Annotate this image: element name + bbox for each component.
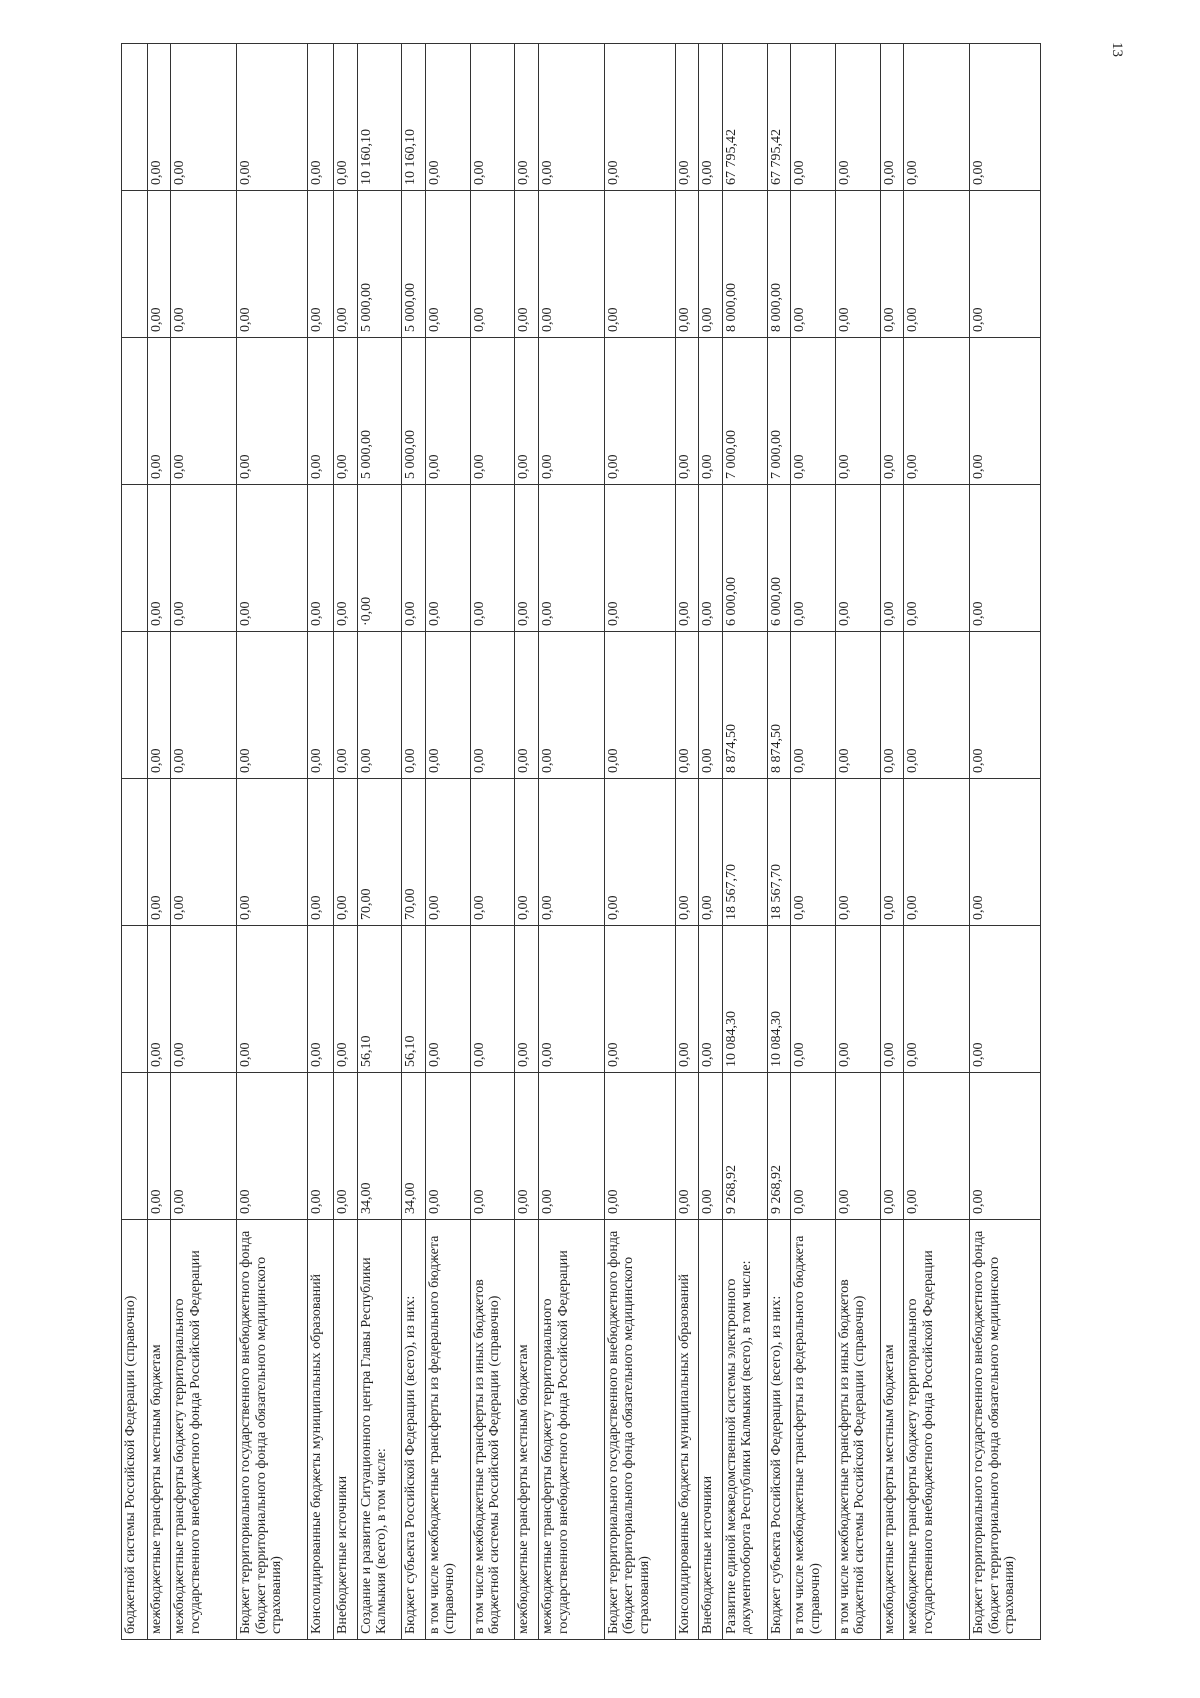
- value-cell: 0,00: [237, 1073, 308, 1220]
- value-cell: 0,00: [835, 926, 880, 1073]
- row-label: Бюджет субъекта Российской Федерации (всего), из них:: [402, 1220, 426, 1640]
- row-label: межбюджетные трансферты местным бюджетам: [515, 1220, 539, 1640]
- value-cell: 0,00: [334, 1073, 358, 1220]
- value-cell: 0,00: [237, 926, 308, 1073]
- table-row: [122, 44, 148, 1640]
- value-cell: 0,00: [171, 44, 237, 191]
- table-row: [357, 44, 402, 1640]
- table-row: [604, 44, 675, 1640]
- value-cell: [122, 191, 148, 338]
- value-cell: 0,00: [425, 632, 470, 779]
- value-cell: 0,00: [308, 1073, 334, 1220]
- value-cell: 0,00: [970, 44, 1041, 191]
- value-cell: 0,00: [604, 338, 675, 485]
- value-cell: 0,00: [539, 926, 605, 1073]
- value-cell: 70,00: [402, 779, 426, 926]
- value-cell: 0,00: [515, 44, 539, 191]
- value-cell: 0,00: [147, 1073, 171, 1220]
- value-cell: 0,00: [880, 485, 904, 632]
- value-cell: 5 000,00: [402, 338, 426, 485]
- value-cell: 0,00: [539, 44, 605, 191]
- value-cell: 0,00: [539, 485, 605, 632]
- value-cell: 0,00: [880, 191, 904, 338]
- value-cell: 0,00: [237, 779, 308, 926]
- row-label: Консолидированные бюджеты муниципальных образований: [675, 1220, 699, 1640]
- value-cell: 0,00: [904, 191, 970, 338]
- value-cell: 0,00: [147, 632, 171, 779]
- value-cell: 0,00: [791, 338, 836, 485]
- value-cell: 0,00: [334, 44, 358, 191]
- value-cell: 34,00: [357, 1073, 402, 1220]
- value-cell: 0,00: [604, 1073, 675, 1220]
- table-row: [308, 44, 334, 1640]
- value-cell: 0,00: [699, 44, 723, 191]
- value-cell: 0,00: [334, 191, 358, 338]
- value-cell: 0,00: [171, 338, 237, 485]
- value-cell: 0,00: [308, 338, 334, 485]
- value-cell: 0,00: [308, 44, 334, 191]
- row-label: межбюджетные трансферты местным бюджетам: [147, 1220, 171, 1640]
- table-row: [237, 44, 308, 1640]
- table-row: [470, 44, 515, 1640]
- value-cell: 0,00: [604, 632, 675, 779]
- row-label: межбюджетные трансферты бюджету территориального государственного внебюджетного фонда Российской Федерации: [539, 1220, 605, 1640]
- value-cell: 5 000,00: [357, 338, 402, 485]
- value-cell: 0,00: [904, 632, 970, 779]
- value-cell: 0,00: [402, 485, 426, 632]
- value-cell: 0,00: [515, 632, 539, 779]
- table-row: [767, 44, 791, 1640]
- value-cell: 0,00: [970, 779, 1041, 926]
- value-cell: 18 567,70: [722, 779, 767, 926]
- row-label: Развитие единой межведомственной системы электронного документооборота Республики Калмыкия (всего), в том числе:: [722, 1220, 767, 1640]
- value-cell: 6 000,00: [767, 485, 791, 632]
- value-cell: 0,00: [699, 779, 723, 926]
- value-cell: 0,00: [675, 926, 699, 1073]
- value-cell: 0,00: [515, 191, 539, 338]
- value-cell: 0,00: [171, 632, 237, 779]
- value-cell: 8 874,50: [722, 632, 767, 779]
- value-cell: [122, 1073, 148, 1220]
- value-cell: [122, 632, 148, 779]
- value-cell: 0,00: [308, 926, 334, 1073]
- value-cell: 0,00: [880, 44, 904, 191]
- value-cell: 0,00: [237, 338, 308, 485]
- value-cell: 0,00: [675, 779, 699, 926]
- value-cell: 0,00: [904, 44, 970, 191]
- row-label: Бюджет территориального государственного внебюджетного фонда (бюджет территориального фонда обязательного медицинского страхования): [604, 1220, 675, 1640]
- value-cell: 0,00: [835, 779, 880, 926]
- value-cell: 0,00: [675, 485, 699, 632]
- value-cell: 0,00: [308, 485, 334, 632]
- value-cell: 0,00: [880, 1073, 904, 1220]
- value-cell: [122, 338, 148, 485]
- row-label: в том числе межбюджетные трансферты из федерального бюджета (справочно): [791, 1220, 836, 1640]
- value-cell: 0,00: [699, 1073, 723, 1220]
- value-cell: 0,00: [699, 338, 723, 485]
- value-cell: 0,00: [880, 632, 904, 779]
- row-label: Бюджет территориального государственного внебюджетного фонда (бюджет территориального фонда обязательного медицинского страхования): [970, 1220, 1041, 1640]
- value-cell: 0,00: [791, 191, 836, 338]
- value-cell: 0,00: [539, 1073, 605, 1220]
- value-cell: 0,00: [171, 926, 237, 1073]
- value-cell: 0,00: [835, 338, 880, 485]
- value-cell: 0,00: [147, 191, 171, 338]
- value-cell: 0,00: [237, 191, 308, 338]
- value-cell: 0,00: [470, 779, 515, 926]
- value-cell: [122, 44, 148, 191]
- value-cell: 0,00: [470, 44, 515, 191]
- value-cell: 0,00: [880, 338, 904, 485]
- value-cell: 0,00: [835, 44, 880, 191]
- value-cell: 0,00: [171, 1073, 237, 1220]
- table-row: [147, 44, 171, 1640]
- table-row: [402, 44, 426, 1640]
- value-cell: 0,00: [334, 338, 358, 485]
- budget-table: [121, 43, 1041, 1640]
- value-cell: 0,00: [402, 632, 426, 779]
- value-cell: 0,00: [904, 485, 970, 632]
- table-row: [880, 44, 904, 1640]
- value-cell: 0,00: [604, 485, 675, 632]
- value-cell: 18 567,70: [767, 779, 791, 926]
- value-cell: 9 268,92: [767, 1073, 791, 1220]
- value-cell: [122, 926, 148, 1073]
- table-row: [835, 44, 880, 1640]
- value-cell: 0,00: [835, 485, 880, 632]
- value-cell: 70,00: [357, 779, 402, 926]
- value-cell: 0,00: [425, 485, 470, 632]
- value-cell: 0,00: [604, 779, 675, 926]
- value-cell: 0,00: [791, 926, 836, 1073]
- value-cell: 0,00: [970, 191, 1041, 338]
- value-cell: 0,00: [970, 926, 1041, 1073]
- value-cell: 10 084,30: [767, 926, 791, 1073]
- value-cell: 0,00: [699, 632, 723, 779]
- value-cell: 8 874,50: [767, 632, 791, 779]
- value-cell: 0,00: [904, 338, 970, 485]
- row-label: Внебюджетные источники: [699, 1220, 723, 1640]
- value-cell: 0,00: [470, 632, 515, 779]
- row-label: Создание и развитие Ситуационного центра Главы Республики Калмыкия (всего), в том числе:: [357, 1220, 402, 1640]
- row-label: в том числе межбюджетные трансферты из федерального бюджета (справочно): [425, 1220, 470, 1640]
- row-label: Консолидированные бюджеты муниципальных образований: [308, 1220, 334, 1640]
- value-cell: 0,00: [334, 779, 358, 926]
- value-cell: 10 160,10: [357, 44, 402, 191]
- value-cell: 10 160,10: [402, 44, 426, 191]
- value-cell: 0,00: [539, 191, 605, 338]
- value-cell: 0,00: [970, 485, 1041, 632]
- table-row: [539, 44, 605, 1640]
- value-cell: [122, 779, 148, 926]
- budget-sheet: [121, 44, 1041, 1640]
- table-row: [791, 44, 836, 1640]
- value-cell: 0,00: [791, 779, 836, 926]
- value-cell: 7 000,00: [767, 338, 791, 485]
- value-cell: 5 000,00: [402, 191, 426, 338]
- table-row: [699, 44, 723, 1640]
- value-cell: 0,00: [675, 1073, 699, 1220]
- value-cell: 0,00: [357, 632, 402, 779]
- value-cell: 0,00: [515, 485, 539, 632]
- value-cell: 0,00: [171, 485, 237, 632]
- value-cell: 0,00: [791, 44, 836, 191]
- table-row: [970, 44, 1041, 1640]
- value-cell: 0,00: [904, 1073, 970, 1220]
- value-cell: 0,00: [835, 191, 880, 338]
- value-cell: 0,00: [470, 191, 515, 338]
- value-cell: 0,00: [791, 1073, 836, 1220]
- row-label: в том числе межбюджетные трансферты из иных бюджетов бюджетной системы Российской Федерации (справочно): [835, 1220, 880, 1640]
- value-cell: 0,00: [147, 44, 171, 191]
- value-cell: 0,00: [237, 485, 308, 632]
- value-cell: 0,00: [675, 632, 699, 779]
- value-cell: 0,00: [835, 1073, 880, 1220]
- value-cell: 0,00: [425, 926, 470, 1073]
- value-cell: 0,00: [171, 779, 237, 926]
- page-number: 13: [1109, 42, 1125, 57]
- table-row: [722, 44, 767, 1640]
- value-cell: 0,00: [539, 779, 605, 926]
- value-cell: 0,00: [425, 338, 470, 485]
- value-cell: 0,00: [970, 632, 1041, 779]
- row-label: межбюджетные трансферты бюджету территориального государственного внебюджетного фонда Российской Федерации: [904, 1220, 970, 1640]
- value-cell: 0,00: [675, 44, 699, 191]
- row-label: Внебюджетные источники: [334, 1220, 358, 1640]
- value-cell: 0,00: [604, 44, 675, 191]
- value-cell: 56,10: [357, 926, 402, 1073]
- value-cell: 0,00: [515, 926, 539, 1073]
- value-cell: 0,00: [171, 191, 237, 338]
- value-cell: 0,00: [699, 926, 723, 1073]
- table-row: [171, 44, 237, 1640]
- value-cell: 0,00: [147, 485, 171, 632]
- value-cell: 6 000,00: [722, 485, 767, 632]
- value-cell: 0,00: [470, 485, 515, 632]
- value-cell: 9 268,92: [722, 1073, 767, 1220]
- value-cell: 0,00: [425, 191, 470, 338]
- value-cell: 0,00: [147, 926, 171, 1073]
- value-cell: ·0,00: [357, 485, 402, 632]
- value-cell: 0,00: [604, 926, 675, 1073]
- value-cell: 8 000,00: [722, 191, 767, 338]
- value-cell: 0,00: [308, 779, 334, 926]
- value-cell: 67 795,42: [767, 44, 791, 191]
- row-label: бюджетной системы Российской Федерации (справочно): [122, 1220, 148, 1640]
- value-cell: 0,00: [880, 779, 904, 926]
- value-cell: 67 795,42: [722, 44, 767, 191]
- value-cell: 0,00: [880, 926, 904, 1073]
- value-cell: 7 000,00: [722, 338, 767, 485]
- value-cell: 0,00: [147, 338, 171, 485]
- row-label: в том числе межбюджетные трансферты из иных бюджетов бюджетной системы Российской Федерации (справочно): [470, 1220, 515, 1640]
- row-label: Бюджет территориального государственного внебюджетного фонда (бюджет территориального фонда обязательного медицинского страхования): [237, 1220, 308, 1640]
- value-cell: 0,00: [470, 926, 515, 1073]
- value-cell: 0,00: [539, 338, 605, 485]
- value-cell: [122, 485, 148, 632]
- value-cell: 0,00: [699, 485, 723, 632]
- row-label: Бюджет субъекта Российской Федерации (всего), из них:: [767, 1220, 791, 1640]
- table-row: [515, 44, 539, 1640]
- value-cell: 0,00: [425, 44, 470, 191]
- value-cell: 0,00: [515, 1073, 539, 1220]
- value-cell: 0,00: [308, 191, 334, 338]
- value-cell: 0,00: [334, 485, 358, 632]
- value-cell: 0,00: [970, 338, 1041, 485]
- value-cell: 8 000,00: [767, 191, 791, 338]
- value-cell: 0,00: [425, 779, 470, 926]
- table-row: [334, 44, 358, 1640]
- value-cell: 34,00: [402, 1073, 426, 1220]
- value-cell: 0,00: [515, 779, 539, 926]
- value-cell: 0,00: [334, 632, 358, 779]
- value-cell: 56,10: [402, 926, 426, 1073]
- table-row: [904, 44, 970, 1640]
- value-cell: 0,00: [334, 926, 358, 1073]
- value-cell: 0,00: [970, 1073, 1041, 1220]
- value-cell: 0,00: [470, 1073, 515, 1220]
- table-row: [675, 44, 699, 1640]
- value-cell: 10 084,30: [722, 926, 767, 1073]
- table-body: [122, 44, 1041, 1640]
- value-cell: 5 000,00: [357, 191, 402, 338]
- value-cell: 0,00: [515, 338, 539, 485]
- value-cell: 0,00: [237, 44, 308, 191]
- value-cell: 0,00: [604, 191, 675, 338]
- row-label: межбюджетные трансферты местным бюджетам: [880, 1220, 904, 1640]
- value-cell: 0,00: [675, 191, 699, 338]
- value-cell: 0,00: [425, 1073, 470, 1220]
- value-cell: 0,00: [904, 779, 970, 926]
- value-cell: 0,00: [835, 632, 880, 779]
- value-cell: 0,00: [791, 485, 836, 632]
- value-cell: 0,00: [237, 632, 308, 779]
- value-cell: 0,00: [147, 779, 171, 926]
- value-cell: 0,00: [791, 632, 836, 779]
- value-cell: 0,00: [675, 338, 699, 485]
- row-label: межбюджетные трансферты бюджету территориального государственного внебюджетного фонда Российской Федерации: [171, 1220, 237, 1640]
- rotated-page-wrapper: [121, 44, 1041, 1640]
- value-cell: 0,00: [539, 632, 605, 779]
- table-row: [425, 44, 470, 1640]
- value-cell: 0,00: [470, 338, 515, 485]
- value-cell: 0,00: [699, 191, 723, 338]
- value-cell: 0,00: [308, 632, 334, 779]
- value-cell: 0,00: [904, 926, 970, 1073]
